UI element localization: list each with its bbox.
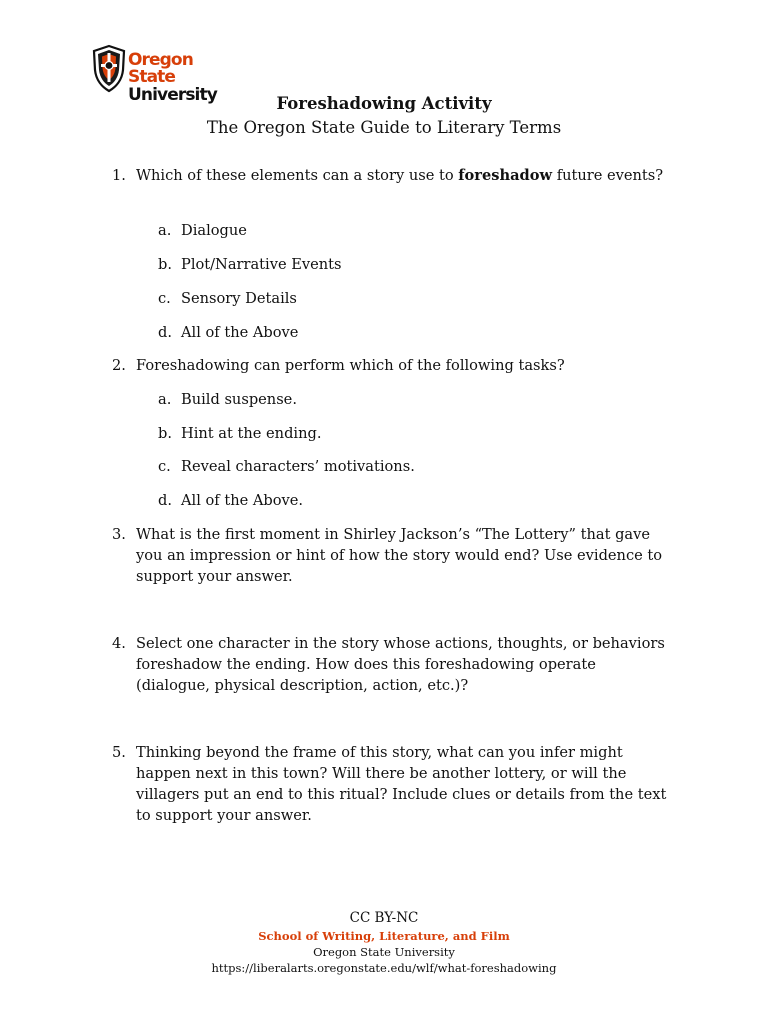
question-4 [112, 633, 672, 696]
question-text: What is the first moment in Shirley Jackson’s “The Lottery” that gave you an impression or hint of how the story would end? Use evidence to support your answer. [136, 526, 663, 585]
page-title: Foreshadowing Activity [276, 94, 492, 113]
page-subtitle: The Oregon State Guide to Literary Terms [206, 118, 562, 137]
question-number: 3. [112, 526, 126, 543]
question-text: Thinking beyond the frame of this story, what can you infer might happen next in this town? Will there be another lottery, or will the villagers put an end to this ritual? Include clues or details from the text to support your answer. [136, 744, 667, 824]
emphasis-term: foreshadow [458, 167, 553, 184]
option-1a: a. Dialogue [158, 222, 247, 239]
logo-wordmark-line1: Oregon State [128, 50, 193, 87]
question-text: Foreshadowing can perform which of the following tasks? [136, 357, 565, 374]
question-1 [112, 165, 672, 186]
osu-logo [90, 44, 240, 105]
option-1b: b. Plot/Narrative Events [158, 256, 342, 273]
question-5 [112, 742, 672, 826]
osu-shield-icon [90, 44, 128, 94]
question-number: 4. [112, 635, 126, 652]
option-1d: d. All of the Above [158, 324, 299, 341]
question-number: 5. [112, 744, 126, 761]
question-number: 1. [112, 167, 126, 184]
question-number: 2. [112, 357, 126, 374]
question-text: Select one character in the story whose actions, thoughts, or behaviors foreshadow the ending. How does this foreshadowing operate (dialogue, physical description, action, etc.)? [136, 635, 665, 694]
question-3 [112, 524, 672, 587]
option-1c: c. Sensory Details [158, 290, 297, 307]
option-2c: c. Reveal characters’ motivations. [158, 458, 415, 475]
university-name: Oregon State University [313, 945, 455, 959]
school-name: School of Writing, Literature, and Film [258, 929, 510, 943]
source-url: https://liberalarts.oregonstate.edu/wlf/what-foreshadowing [211, 961, 557, 975]
option-2d: d. All of the Above. [158, 492, 304, 509]
question-text: Which of these elements can a story use to foreshadow future events? [136, 167, 664, 184]
option-2b: b. Hint at the ending. [158, 425, 322, 442]
logo-wordmark-line2: University [128, 85, 217, 105]
license-text: CC BY-NC [349, 910, 419, 926]
option-2a: a. Build suspense. [158, 391, 297, 408]
question-2 [112, 355, 672, 376]
